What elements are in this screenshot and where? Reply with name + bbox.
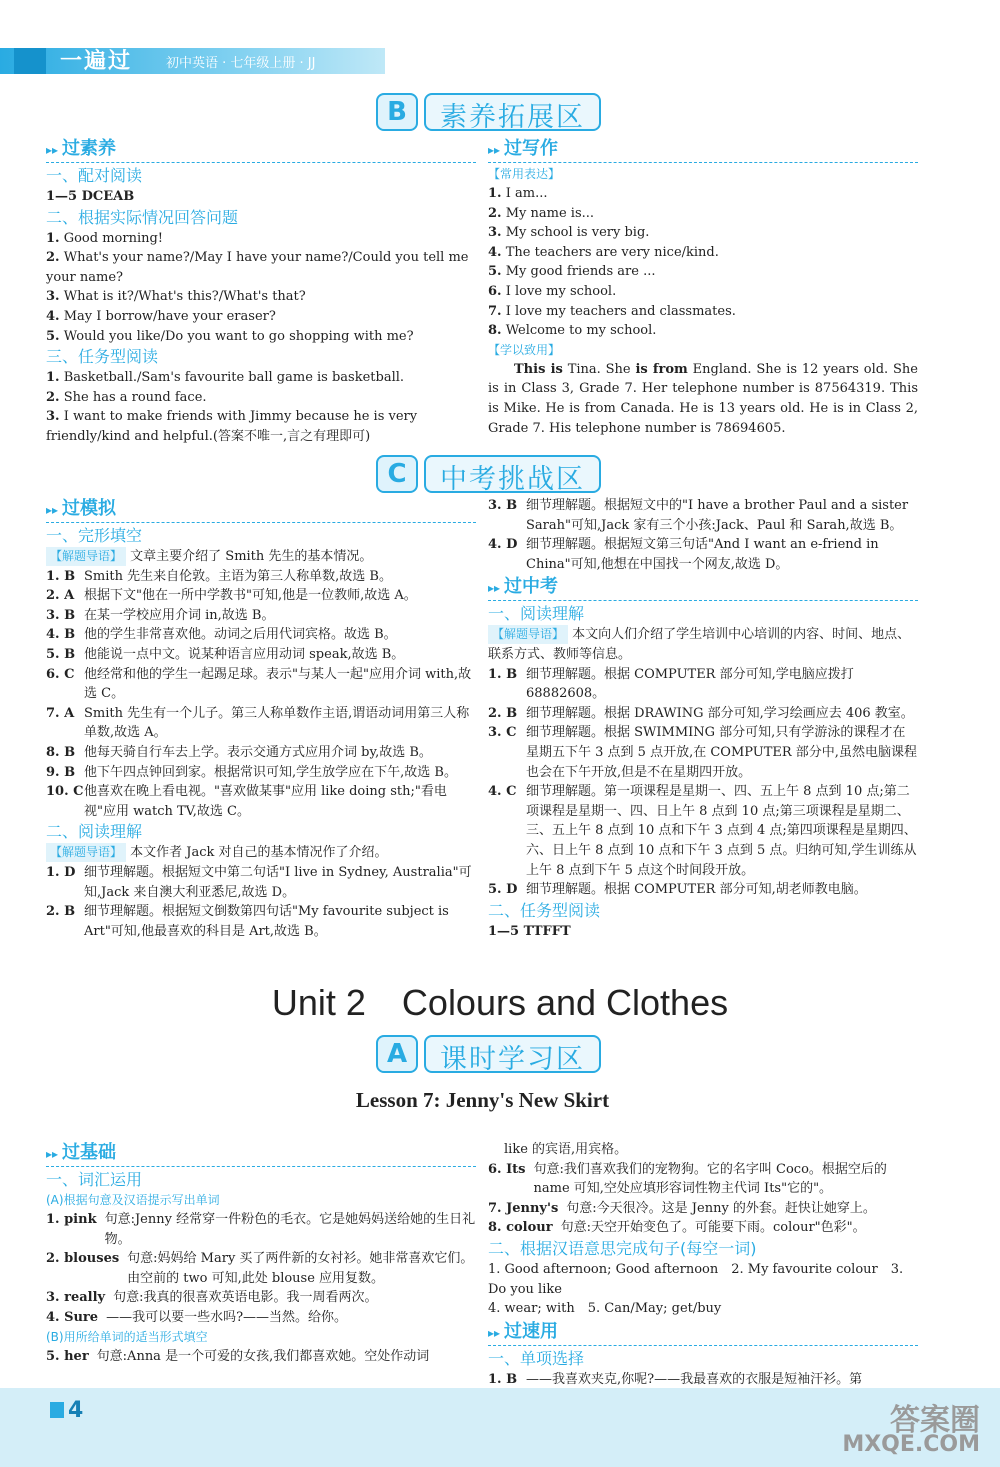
answer-item: 4. C 细节理解题。第一项课程是星期一、四、五上午 8 点到 10 点;第二项课程是星期一、四、日上午 8 点到 10 点;第三项课程是星期二、三、五上午 8 点到 10 点和下午 3 点到 4 点;第四项课程是星期四、六、日上午 8 点到 10 点和下午 3 点到 5 点。归纳可知,学生训练从上午 8 点到下午 5 点这个时间段开放。 xyxy=(488,784,917,878)
answer-item: 10. C 他喜欢在晚上看电视。"喜欢做某事"应用 like doing sth;"看电视"应用 watch TV,故选 C。 xyxy=(46,784,447,819)
list-item: 5. My good friends are ... xyxy=(488,264,656,280)
answer-line: 1—5 DCEAB xyxy=(46,189,135,204)
list-item: 4. May I borrow/have your eraser? xyxy=(46,308,276,324)
subsection-heading: 二、任务型阅读 xyxy=(488,900,601,920)
subsection-heading: 三、任务型阅读 xyxy=(46,347,159,367)
answer-item: 8. B 他每天骑自行车去上学。表示交通方式应用介词 by,故选 B。 xyxy=(46,744,432,760)
guide-line: 【解题导语】 本文作者 Jack 对自己的基本情况作了介绍。 xyxy=(46,843,476,863)
answer-item: 6. Its 句意:我们喜欢我们的宠物狗。它的名字叫 Coco。根据空后的 name 可知,空处应填形容词性物主代词 Its"它的"。 xyxy=(488,1161,887,1197)
book-logo: 一遍过 xyxy=(60,49,133,74)
subsection-heading: 一、单项选择 xyxy=(488,1348,585,1368)
list-item: 1. Basketball./Sam's favourite ball game is basketball. xyxy=(46,370,405,386)
zone-a-badge: A xyxy=(376,1035,418,1073)
subsection-heading: 一、阅读理解 xyxy=(488,604,585,624)
section-heading: ▸▸ 过中考 xyxy=(488,574,918,601)
b-left-column xyxy=(46,136,476,447)
header-bar xyxy=(0,48,385,74)
answer-item: 1. B 细节理解题。根据 COMPUTER 部分可知,学电脑应拨打 68882608。 xyxy=(488,666,854,702)
answer-item: 3. really 句意:我真的很喜欢英语电影。我一周看两次。 xyxy=(46,1290,378,1306)
list-item: 6. I love my school. xyxy=(488,283,617,299)
section-heading: ▸▸ 过写作 xyxy=(488,136,918,163)
zone-c-label: 中考挑战区 xyxy=(424,455,601,493)
list-item: 1. I am... xyxy=(488,186,548,201)
chevron-icon: ▸▸ xyxy=(46,503,59,517)
subsection-heading: 二、根据汉语意思完成句子(每空一词) xyxy=(488,1238,757,1258)
a-left-column xyxy=(46,1140,476,1366)
chevron-icon: ▸▸ xyxy=(46,143,59,157)
chevron-icon: ▸▸ xyxy=(488,581,501,596)
tag-label: (B)用所给单词的适当形式填空 xyxy=(46,1329,208,1344)
list-item: 5. Would you like/Do you want to go shopping with me? xyxy=(46,328,414,344)
answer-item: 1. B Smith 先生来自伦敦。主语为第三人称单数,故选 B。 xyxy=(46,568,392,584)
answer-item: 3. C 细节理解题。根据 SWIMMING 部分可知,只有学游泳的课程才在星期五下午 3 点到 5 点开放,在 COMPUTER 部分中,虽然电脑课程也会在下午开放,但是不在星期四开放。 xyxy=(488,725,917,780)
zone-b-label: 素养拓展区 xyxy=(424,93,601,131)
watermark-url: MXQE.COM xyxy=(842,1432,980,1457)
list-item: 3. I want to make friends with Jimmy because he is very friendly/kind and helpful.(答案不唯一,言之有理即可) xyxy=(46,409,418,444)
a-right-column xyxy=(488,1140,918,1389)
answer-item: 4. D 细节理解题。根据短文第三句话"And I want an e-friend in China"可知,他想在中国找一个网友,故选 D。 xyxy=(488,537,879,572)
chevron-icon: ▸▸ xyxy=(46,1147,59,1161)
header-accent xyxy=(14,48,46,74)
guide-line: 【解题导语】 本文向人们介绍了学生培训中心培训的内容、时间、地点、联系方式、教师等信息。 xyxy=(488,627,911,662)
chevron-icon: ▸▸ xyxy=(488,1325,501,1340)
answer-item: 8. colour 句意:天空开始变色了。可能要下雨。colour"色彩"。 xyxy=(488,1220,866,1236)
answer-item: 5. her 句意:Anna 是一个可爱的女孩,我们都喜欢她。空处作动词 xyxy=(46,1348,430,1364)
list-item: 1. Good morning! xyxy=(46,230,164,246)
answer-item: 1. B ——我喜欢夹克,你呢?——我最喜欢的衣服是短袖汗衫。第 xyxy=(488,1371,863,1387)
answer-item: 6. C 他经常和他的学生一起踢足球。表示"与某人一起"应用介词 with,故选 C。 xyxy=(46,666,472,702)
answer-line: 1—5 TTFFT xyxy=(488,923,571,939)
section-heading: ▸▸ 过速用 xyxy=(488,1319,918,1346)
answer-item: 3. B 细节理解题。根据短文中的"I have a brother Paul and a sister Sarah"可知,Jack 家有三个小孩:Jack、Paul 和 Sarah,故选 B。 xyxy=(488,498,909,533)
watermark-logo: 答案圈 xyxy=(890,1403,980,1438)
book-subtitle: 初中英语 · 七年级上册 · JJ xyxy=(166,56,316,71)
subsection-heading: 一、配对阅读 xyxy=(46,166,143,185)
zone-b-title xyxy=(376,92,601,132)
zone-a-label: 课时学习区 xyxy=(424,1035,601,1073)
subsection-heading: 一、完形填空 xyxy=(46,526,143,545)
answer-item: 2. A 根据下文"他在一所中学教书"可知,他是一位教师,故选 A。 xyxy=(46,588,417,604)
answer-item: 4. Sure ——我可以要一些水吗?——当然。给你。 xyxy=(46,1309,348,1325)
list-item: 7. I love my teachers and classmates. xyxy=(488,303,736,319)
answer-item: 4. B 他的学生非常喜欢他。动词之后用代词宾格。故选 B。 xyxy=(46,627,397,643)
tag-label: 【常用表达】 xyxy=(488,167,561,181)
answer-item: 2. B 细节理解题。根据 DRAWING 部分可知,学习绘画应去 406 教室。 xyxy=(488,705,914,721)
chevron-icon: ▸▸ xyxy=(488,143,501,157)
answer-item: 1. D 细节理解题。根据短文中第二句话"I live in Sydney, Australia"可知,Jack 来自澳大利亚悉尼,故选 D。 xyxy=(46,864,472,900)
zone-c-badge: C xyxy=(376,455,418,493)
zone-b-badge: B xyxy=(376,93,418,131)
answer-item: 3. B 在某一学校应用介词 in,故选 B。 xyxy=(46,607,275,623)
answer-line: 1. Good afternoon; Good afternoon 2. My favourite colour 3. Do you like xyxy=(488,1261,904,1297)
answer-item: 5. B 他能说一点中文。说某种语言应用动词 speak,故选 B。 xyxy=(46,646,405,662)
essay-paragraph: This is Tina. She is from England. She is 12 years old. She is in Class 3, Grade 7. Her telephone number is 87564319. This is Mike. He is from Canada. He is 13 years old. He is in Class 2, Grade 7. His telephone number is 78694605. xyxy=(488,361,918,436)
list-item: 3. My school is very big. xyxy=(488,225,650,241)
page-number: 4 xyxy=(50,1398,83,1423)
list-item: 2. My name is... xyxy=(488,205,595,221)
subsection-heading: 二、阅读理解 xyxy=(46,822,143,842)
tag-label: (A)根据句意及汉语提示写出单词 xyxy=(46,1193,220,1207)
list-item: 2. What's your name?/May I have your name?/Could you tell me your name? xyxy=(46,250,469,285)
section-heading: ▸▸ 过素养 xyxy=(46,136,476,163)
b-right-column xyxy=(488,136,918,438)
tag-label: 【学以致用】 xyxy=(488,342,561,357)
answer-item: 7. A Smith 先生有一个儿子。第三人称单数作主语,谓语动词用第三人称单数,故选 A。 xyxy=(46,705,470,741)
c-right-column xyxy=(488,496,918,941)
answer-item: 2. blouses 句意:妈妈给 Mary 买了两件新的女衬衫。她非常喜欢它们。由空前的 two 可知,此处 blouse 应用复数。 xyxy=(46,1251,474,1286)
list-item: 4. The teachers are very nice/kind. xyxy=(488,244,719,260)
list-item: 2. She has a round face. xyxy=(46,389,207,405)
section-heading: ▸▸ 过基础 xyxy=(46,1140,476,1167)
list-item: 3. What is it?/What's this?/What's that? xyxy=(46,289,306,305)
answer-item: 5. D 细节理解题。根据 COMPUTER 部分可知,胡老师教电脑。 xyxy=(488,882,867,898)
answer-item: 9. B 他下午四点钟回到家。根据常识可知,学生放学应在下午,故选 B。 xyxy=(46,764,457,780)
unit-title: Unit 2 Colours and Clothes xyxy=(271,982,729,1023)
answer-line: 4. wear; with 5. Can/May; get/buy xyxy=(488,1301,722,1317)
continued-text: like 的宾语,用宾格。 xyxy=(504,1142,628,1157)
answer-item: 1. pink 句意:Jenny 经常穿一件粉色的毛衣。它是她妈妈送给她的生日礼物。 xyxy=(46,1212,476,1247)
c-left-column xyxy=(46,496,476,941)
lesson-title: Lesson 7: Jenny's New Skirt xyxy=(355,1088,610,1112)
answer-item: 2. B 细节理解题。根据短文倒数第四句话"My favourite subject is Art"可知,他最喜欢的科目是 Art,故选 B。 xyxy=(46,904,449,939)
guide-line: 【解题导语】 文章主要介绍了 Smith 先生的基本情况。 xyxy=(46,547,476,567)
answer-item: 7. Jenny's 句意:今天很冷。这是 Jenny 的外套。赶快让她穿上。 xyxy=(488,1200,876,1216)
zone-c-title xyxy=(376,454,601,494)
subsection-heading: 一、词汇运用 xyxy=(46,1170,143,1189)
zone-a-title xyxy=(376,1034,601,1074)
section-heading: ▸▸ 过模拟 xyxy=(46,496,476,523)
list-item: 8. Welcome to my school. xyxy=(488,323,657,339)
page-marker-icon xyxy=(50,1402,64,1418)
subsection-heading: 二、根据实际情况回答问题 xyxy=(46,207,239,227)
